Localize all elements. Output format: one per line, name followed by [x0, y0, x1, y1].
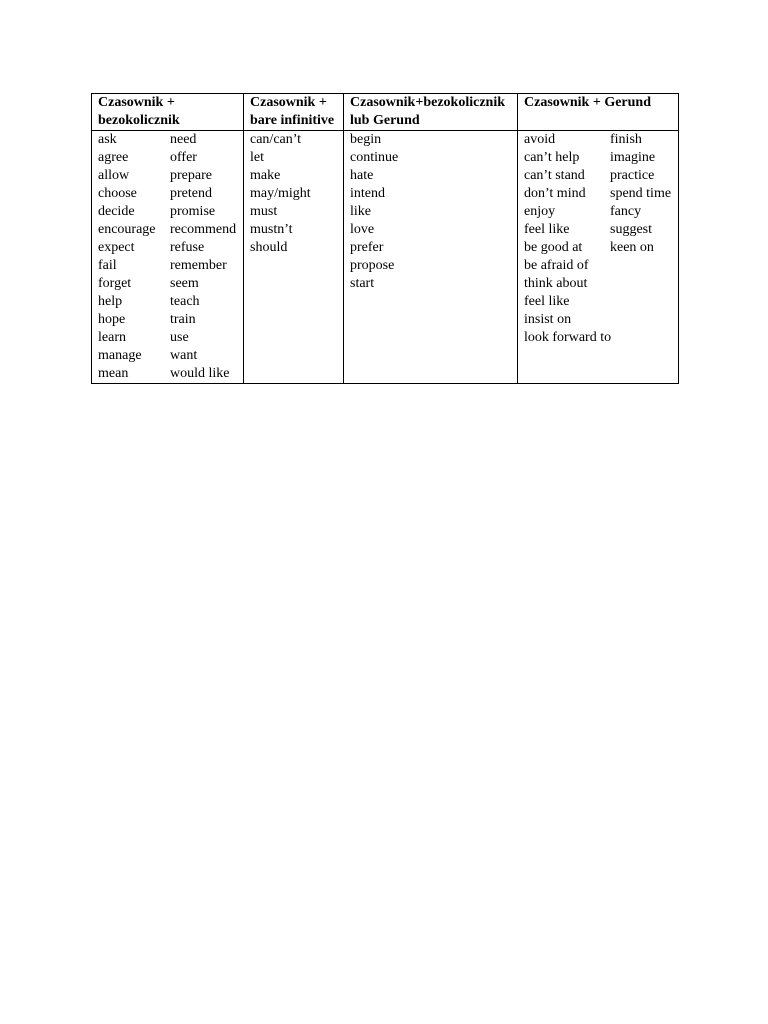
verb-item: need: [170, 132, 197, 147]
verb-item: be good at: [524, 240, 583, 255]
verb-item: recommend: [170, 222, 237, 237]
verb-item: ask: [98, 132, 117, 147]
header-row: [92, 94, 679, 131]
verb-pair: [98, 293, 243, 311]
verb-item: manage: [98, 348, 142, 363]
verb-item: remember: [170, 258, 227, 273]
header-cell: Czasownik+bezokolicznik lub Gerund: [344, 94, 518, 131]
verb-pair: [524, 329, 678, 347]
verb-pair: [524, 293, 678, 311]
verb-pair: [524, 149, 678, 167]
verb-pattern-table: [91, 93, 679, 384]
bare-infinitive-verbs-cell: [244, 131, 344, 384]
verb-pair: [98, 185, 243, 203]
verb-item: hope: [98, 312, 126, 327]
verb-pair: [98, 167, 243, 185]
verb-item: decide: [98, 204, 135, 219]
verb-item: learn: [98, 330, 126, 345]
verb-item: enjoy: [524, 204, 556, 219]
verb-item: practice: [610, 168, 655, 183]
verb-pair: [98, 149, 243, 167]
verb-item: forget: [98, 276, 132, 291]
verb-item: refuse: [170, 240, 205, 255]
verb-pair: [98, 257, 243, 275]
verb-pair: [524, 257, 678, 275]
verb-pair: [98, 311, 243, 329]
verb-item: must: [250, 204, 278, 219]
verb-pair: [98, 275, 243, 293]
verb-item: choose: [98, 186, 137, 201]
verb-pair: [98, 329, 243, 347]
verb-item: begin: [350, 132, 382, 147]
verb-pair: [524, 185, 678, 203]
verb-item: prefer: [350, 240, 384, 255]
verb-pair: [524, 311, 678, 329]
verb-pair: [524, 167, 678, 185]
verb-pair: [524, 239, 678, 257]
verb-pair: [98, 347, 243, 365]
verb-item: promise: [170, 204, 216, 219]
verb-item: propose: [350, 258, 395, 273]
verb-pair: [524, 131, 678, 149]
infinitive-or-gerund-verbs-cell: [344, 131, 518, 384]
verb-pair: [98, 221, 243, 239]
verb-item: love: [350, 222, 375, 237]
verb-item: prepare: [170, 168, 212, 183]
verb-item: agree: [98, 150, 129, 165]
verb-item: expect: [98, 240, 135, 255]
verb-item: encourage: [98, 222, 156, 237]
verb-item: mean: [98, 366, 129, 381]
verb-item: like: [350, 204, 371, 219]
verb-item: hate: [350, 168, 374, 183]
verb-item: continue: [350, 150, 399, 165]
verb-item: finish: [610, 132, 642, 147]
header-cell: Czasownik + bezokolicznik: [92, 94, 244, 131]
infinitive-verbs-cell: [92, 131, 244, 384]
verb-item: seem: [170, 276, 199, 291]
verb-item: start: [350, 276, 375, 291]
verb-pair: [98, 239, 243, 257]
verb-item: should: [250, 240, 288, 255]
verb-item: may/might: [250, 186, 311, 201]
verb-item: can/can’t: [250, 132, 302, 147]
verb-item: make: [250, 168, 281, 183]
verb-item: want: [170, 348, 198, 363]
verb-item: insist on: [524, 312, 572, 327]
verb-item: fail: [98, 258, 117, 273]
verb-item: help: [98, 294, 123, 309]
verb-item: let: [250, 150, 264, 165]
verb-pair: [98, 365, 243, 383]
verb-pair: [524, 203, 678, 221]
verb-item: keen on: [610, 240, 654, 255]
verb-item: use: [170, 330, 189, 345]
verb-pair: [524, 275, 678, 293]
verb-item: mustn’t: [250, 222, 293, 237]
verb-item: spend time: [610, 186, 672, 201]
verb-item: teach: [170, 294, 200, 309]
verb-item: can’t stand: [524, 168, 585, 183]
gerund-verbs-cell: [518, 131, 679, 384]
verb-item: can’t help: [524, 150, 580, 165]
verb-item: suggest: [610, 222, 652, 237]
verb-item: would like: [170, 366, 230, 381]
verb-item: avoid: [524, 132, 556, 147]
verb-item: feel like: [524, 222, 570, 237]
verb-pair: [98, 131, 243, 149]
verb-item: pretend: [170, 186, 212, 201]
verb-item: feel like: [524, 294, 570, 309]
verb-item: offer: [170, 150, 197, 165]
verb-item: imagine: [610, 150, 656, 165]
verb-item: look forward to: [524, 330, 612, 345]
verb-item: fancy: [610, 204, 642, 219]
verb-pair: [524, 221, 678, 239]
verb-item: train: [170, 312, 196, 327]
body-row: [92, 131, 679, 384]
verb-item: think about: [524, 276, 588, 291]
verb-pair: [98, 203, 243, 221]
verb-item: don’t mind: [524, 186, 586, 201]
header-cell: Czasownik + Gerund: [518, 94, 679, 131]
header-cell: Czasownik + bare infinitive: [244, 94, 344, 131]
verb-item: intend: [350, 186, 385, 201]
verb-item: be afraid of: [524, 258, 589, 273]
verb-item: allow: [98, 168, 130, 183]
